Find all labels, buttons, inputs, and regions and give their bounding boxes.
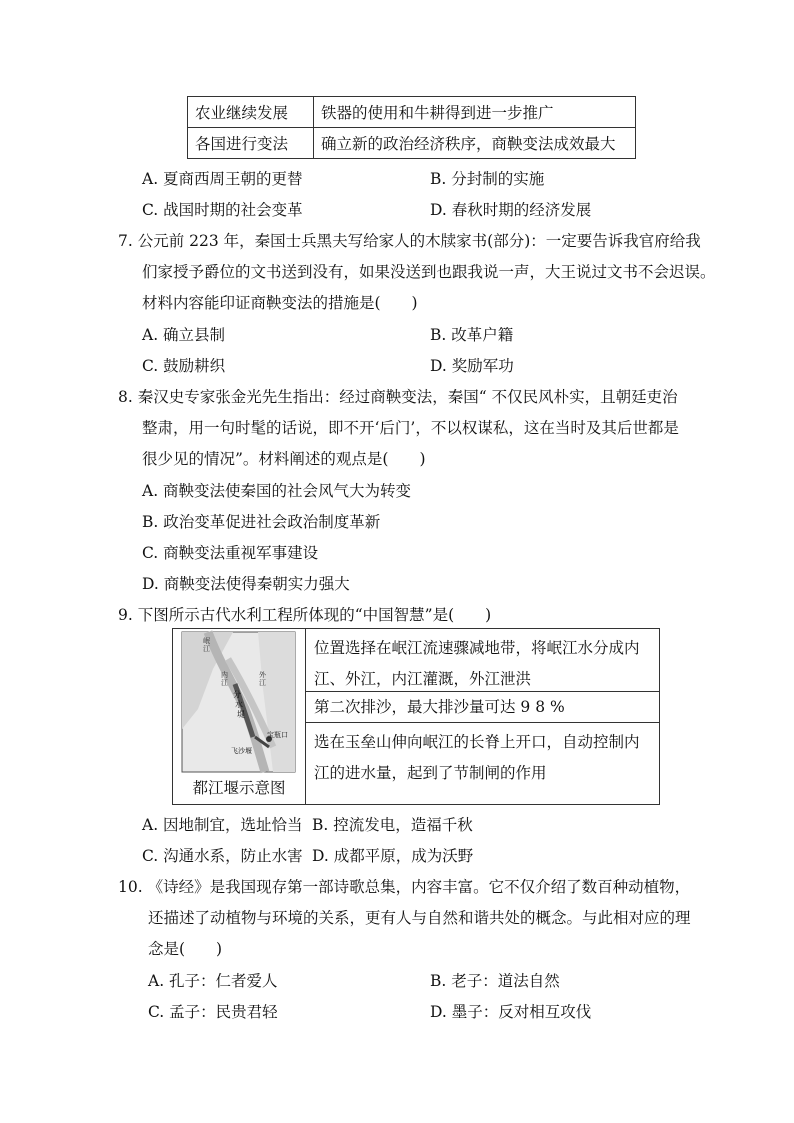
q9-option-d[interactable]: D. 成都平原，成为沃野 bbox=[312, 847, 474, 865]
q10-option-a[interactable]: A. 孔子：仁者爱人 bbox=[148, 972, 278, 990]
table-cell: 第二次排沙，最大排沙量可达 9 8 % bbox=[306, 692, 659, 723]
table-cell: 位置选择在岷江流速骤减地带，将岷江水分成内江、外江，内江灌溉，外江泄洪 bbox=[306, 629, 659, 692]
q8-stem-line: 8. 秦汉史专家张金光先生指出：经过商鞅变法，秦国“ 不仅民风朴实，且朝廷吏治 bbox=[118, 388, 678, 406]
q6-option-b[interactable]: B. 分封制的实施 bbox=[430, 170, 545, 188]
q7-option-b[interactable]: B. 改革户籍 bbox=[430, 326, 514, 344]
q8-option-c[interactable]: C. 商鞅变法重视军事建设 bbox=[142, 544, 319, 562]
table-row bbox=[188, 97, 636, 128]
q10-stem-line: 念是( ) bbox=[148, 940, 223, 958]
q8-option-d[interactable]: D. 商鞅变法使得秦朝实力强大 bbox=[142, 575, 350, 593]
q9-option-b[interactable]: B. 控流发电，造福千秋 bbox=[312, 816, 473, 834]
q7-option-a[interactable]: A. 确立县制 bbox=[142, 326, 226, 344]
q8-option-b[interactable]: B. 政治变革促进社会政治制度革新 bbox=[142, 513, 381, 531]
map-label: 外 bbox=[259, 671, 266, 679]
q7-stem-line: 材料内容能印证商鞅变法的措施是( ) bbox=[142, 294, 418, 312]
q10-option-b[interactable]: B. 老子：道法自然 bbox=[430, 972, 560, 990]
map-label: 岷 bbox=[203, 637, 210, 645]
q7-stem-line: 7. 公元前 223 年，秦国士兵黑夫写给家人的木牍家书(部分)：一定要告诉我官府给我 bbox=[118, 232, 701, 250]
q8-stem-line: 很少见的情况”。材料阐述的观点是( ) bbox=[142, 450, 426, 468]
map-label: 飞沙堰 bbox=[231, 747, 252, 755]
q8-stem-line: 整肃，用一句时髦的话说，即不开‘后门’，不以权谋私，这在当时及其后世都是 bbox=[142, 419, 679, 437]
map-label: 水 bbox=[235, 700, 243, 709]
table-cell: 选在玉垒山伸向岷江的长脊上开口，自动控制内江的进水量，起到了节制闸的作用 bbox=[314, 733, 640, 782]
q7-option-c[interactable]: C. 鼓励耕织 bbox=[142, 357, 226, 375]
table-cell: 确立新的政治经济秩序，商鞅变法成效最大 bbox=[314, 128, 636, 159]
q10-stem-line: 还描述了动植物与环境的关系，更有人与自然和谐共处的概念。与此相对应的理 bbox=[148, 909, 691, 927]
table-cell: 各国进行变法 bbox=[188, 128, 314, 159]
map-caption: 都江堰示意图 bbox=[192, 779, 286, 797]
q7-option-d[interactable]: D. 奖励军功 bbox=[430, 357, 514, 375]
table-cell: 铁器的使用和牛耕得到进一步推广 bbox=[314, 97, 636, 128]
q6-option-d[interactable]: D. 春秋时期的经济发展 bbox=[430, 201, 592, 219]
table-row bbox=[188, 128, 636, 159]
map-label: 江 bbox=[259, 679, 266, 687]
map-label: 内 bbox=[221, 671, 228, 679]
map-label: 江 bbox=[221, 679, 228, 687]
q9-stem: 9. 下图所示古代水利工程所体现的“中国智慧”是( ) bbox=[118, 606, 492, 624]
dujiangyan-table bbox=[172, 628, 660, 805]
map-label: 宝瓶口 bbox=[267, 731, 288, 739]
table-cell: 农业继续发展 bbox=[188, 97, 314, 128]
q8-option-a[interactable]: A. 商鞅变法使秦国的社会风气大为转变 bbox=[142, 482, 412, 500]
q10-option-c[interactable]: C. 孟子：民贵君轻 bbox=[148, 1003, 278, 1021]
q9-option-a[interactable]: A. 因地制宜，选址恰当 bbox=[142, 816, 303, 834]
q7-stem-line: 们家授予爵位的文书送到没有，如果没送到也跟我说一声，大王说过文书不会迟误。 bbox=[142, 263, 716, 281]
q10-stem-line: 10. 《诗经》是我国现存第一部诗歌总集，内容丰富。它不仅介绍了数百种动植物， bbox=[118, 878, 691, 896]
map-label: 分 bbox=[233, 690, 241, 699]
dujiangyan-map bbox=[173, 629, 306, 804]
q6-option-c[interactable]: C. 战国时期的社会变革 bbox=[142, 201, 303, 219]
q10-option-d[interactable]: D. 墨子：反对相互攻伐 bbox=[430, 1003, 592, 1021]
q6-option-a[interactable]: A. 夏商西周王朝的更替 bbox=[142, 170, 303, 188]
map-label: 堤 bbox=[237, 710, 245, 719]
q9-option-c[interactable]: C. 沟通水系，防止水害 bbox=[142, 847, 303, 865]
map-label: 江 bbox=[203, 645, 210, 653]
reform-table bbox=[187, 96, 636, 159]
